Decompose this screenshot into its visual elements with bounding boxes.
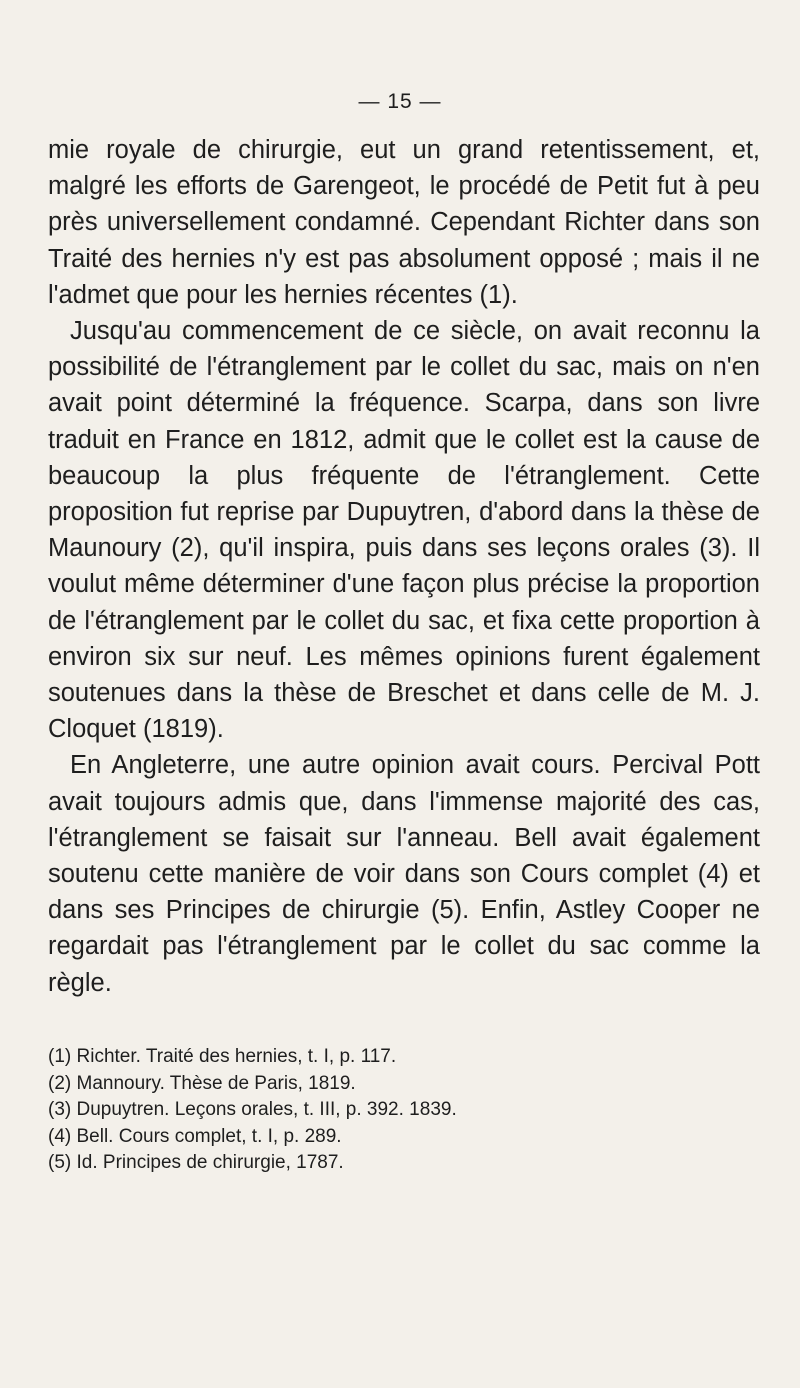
paragraph-3: En Angleterre, une autre opinion avait cours. Percival Pott avait toujours admis que, dans l'immense majorité des cas, l'étranglement se faisait sur l'anneau. Bell avait également soutenu cette manière de voir dans son Cours complet (4) et dans ses Principes de chirurgie (5). Enfin, Astley Cooper ne regardait pas l'étranglement par le collet du sac comme la règle. (48, 751, 760, 997)
footnote-4: (4) Bell. Cours complet, t. I, p. 289. (48, 1125, 342, 1147)
paragraph-2: Jusqu'au commencement de ce siècle, on avait reconnu la possibilité de l'étranglement par le collet du sac, mais on n'en avait point déterminé la fréquence. Scarpa, dans son livre traduit en France en 1812, admit que le collet est la cause de beaucoup la plus fréquente de l'étranglement. Cette proposition fut reprise par Dupuytren, d'abord dans la thèse de Maunoury (2), qu'il inspira, puis dans ses leçons orales (3). Il voulut même déterminer d'une façon plus précise la proportion de l'étranglement par le collet du sac, et fixa cette proportion à environ six sur neuf. Les mêmes opinions furent également soutenues dans la thèse de Breschet et dans celle de M. J. Cloquet (1819). (48, 317, 760, 744)
footnote-5: (5) Id. Principes de chirurgie, 1787. (48, 1152, 344, 1173)
footnotes (48, 1044, 760, 1177)
footnote-3: (3) Dupuytren. Leçons orales, t. III, p. 392. 1839. (48, 1099, 457, 1120)
footnote-2: (2) Mannoury. Thèse de Paris, 1819. (48, 1072, 356, 1094)
paragraph-1: mie royale de chirurgie, eut un grand retentissement, et, malgré les efforts de Garengeot, le procédé de Petit fut à peu près universellement condamné. Cependant Richter dans son Traité des hernies n'y est pas absolument opposé ; mais il ne l'admet que pour les hernies récentes (1). (48, 136, 760, 309)
footnote-1: (1) Richter. Traité des hernies, t. I, p. 117. (48, 1046, 397, 1067)
page-number: — 15 — (358, 90, 442, 113)
body-text (48, 132, 760, 1001)
